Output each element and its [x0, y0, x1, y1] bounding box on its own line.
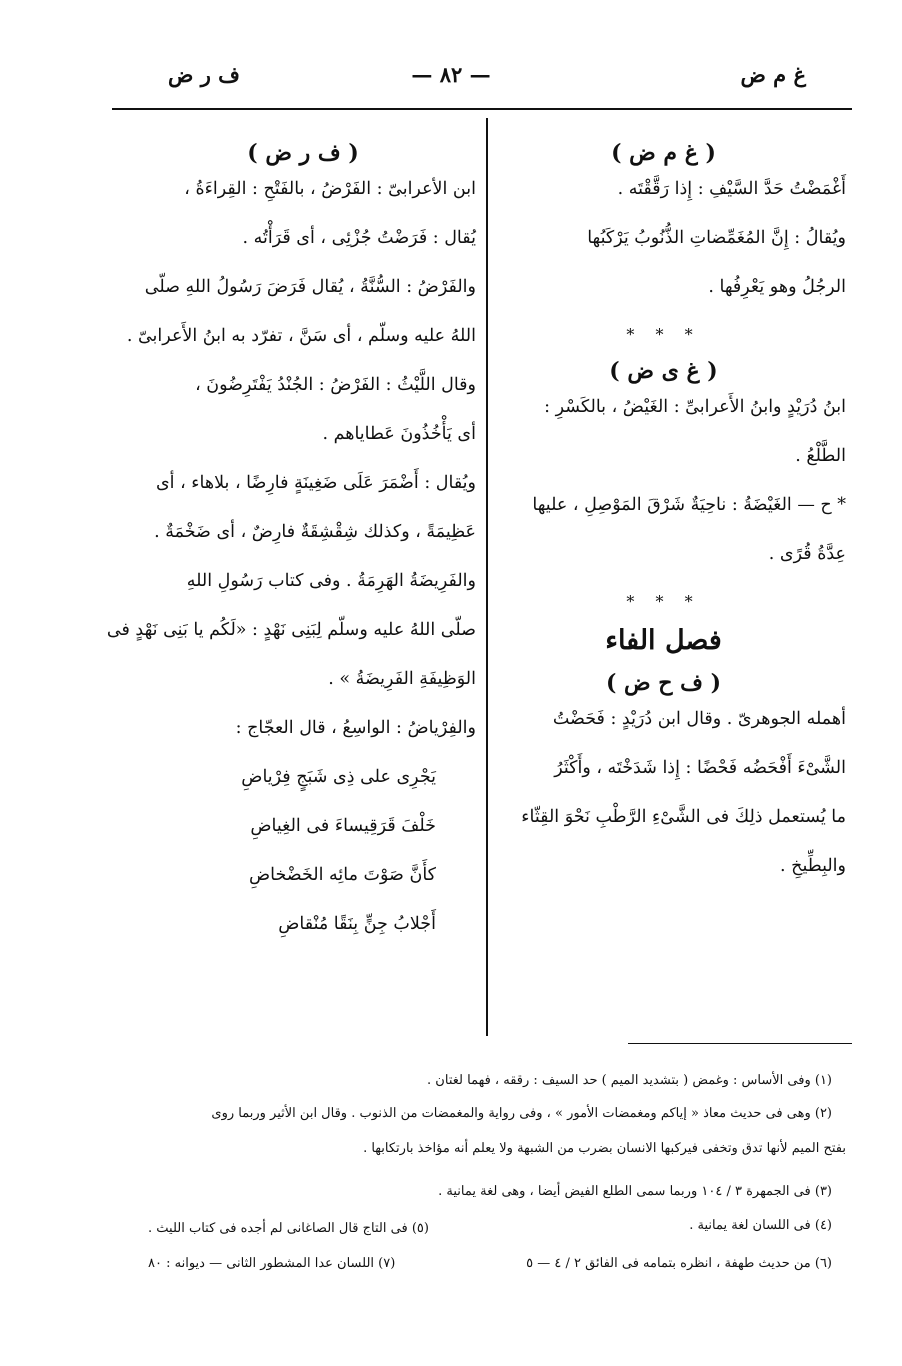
entry-line: والفَرْضُ : السُّنَّةُ ، يُقال فَرَضَ رَسُولُ اللهِ صلّى [144, 277, 476, 297]
entry-line: ابن الأعرابىّ : الفَرْضُ ، بالفَتْحِ : القِراءَةُ ، [184, 179, 476, 199]
entry-line: الوَظِيفَةِ الفَرِيضَةُ » . [328, 669, 476, 689]
entry-title-ghyd: ( غ ى ض ) [609, 358, 718, 384]
footnote: (٦) من حديث طهفة ، انظره بتمامه فى الفائق ٢ / ٤ — ٥ [526, 1256, 832, 1271]
poem-verse: خَلْفَ قَرَقِيساءَ فى الغِياضِ [250, 816, 436, 836]
footnote-rule [628, 1043, 852, 1044]
entry-line: ويُقال : أَضْمَرَ عَلَى ضَغِينَةٍ فارِضًا ، بلاهاء ، أى [155, 473, 476, 493]
entry-line: * ح — الغَيْضَةُ : ناحِيَةٌ شَرْقَ المَوْصِلِ ، عليها [532, 495, 846, 515]
page-number: — ٨٢ — [411, 62, 491, 87]
footnote: (٧) اللسان عدا المشطور الثانى — ديوانه : ٨٠ [148, 1256, 396, 1271]
footnote-continuation: بفتح الميم لأنها تدق وتخفى فيركبها الانسان بضرب من الشبهة ولا يعلم أنه مؤاخذ بارتكابها . [363, 1141, 846, 1156]
entry-line: الرجُلُ وهو يَعْرِفُها . [708, 277, 846, 297]
header-root-right: غ م ض [740, 62, 806, 87]
entry-title-ghmd: ( غ م ض ) [611, 140, 716, 166]
section-separator: * * * [626, 325, 701, 344]
entry-line: أَغْمَضْتُ حَدَّ السَّيْفِ : إِذا رَقَّقْتَه . [617, 179, 846, 199]
entry-line: الطَّلْعُ . [795, 446, 846, 466]
footnote: (٥) فى التاج قال الصاغانى لم أجده فى كتاب الليث . [148, 1221, 429, 1236]
header-rule [112, 108, 852, 110]
header-root-left: ف ر ض [168, 62, 240, 87]
left-column [106, 140, 476, 962]
entry-line: والفَرِيضَةُ الهَرِمَةُ . وفى كتاب رَسُولِ اللهِ [186, 571, 476, 591]
entry-line: اللهُ عليه وسلّم ، أى سَنَّ ، تفرّد به ابنُ الأَعرابىّ . [126, 326, 476, 346]
entry-line: يُقال : فَرَضْتُ جُزْئِى ، أى قَرَأْتُه . [242, 228, 476, 248]
entry-line: ابنُ دُرَيْدٍ وابنُ الأَعرابىِّ : الغَيْضُ ، بالكَسْرِ : [544, 397, 846, 417]
entry-line: صلّى اللهُ عليه وسلّم لِبَنِى نَهْدٍ : «لَكُم يا بَنِى نَهْدٍ فى [106, 620, 476, 640]
entry-line: وقال اللَّيْثُ : الفَرْضُ : الجُنْدُ يَفْتَرِضُونَ ، [195, 375, 476, 395]
right-column [481, 140, 846, 904]
footnote: (٤) فى اللسان لغة يمانية . [689, 1218, 832, 1233]
entry-line: عِدَّةُ قُرًى . [768, 544, 846, 564]
entry-title-fhd: ( ف ح ض ) [605, 670, 722, 696]
footnote: (١) وفى الأساس : وغمض ( بتشديد الميم ) حد السيف : رققه ، فهما لغتان . [427, 1073, 832, 1088]
footnote: (٢) وهى فى حديث معاذ « إياكم ومغمضات الأمور » ، وفى رواية والمغمضات من الذنوب . وقال ابن الأثير وربما روى [211, 1106, 832, 1121]
entry-line: الشَّىْءَ أَفْحَضُه فَحْضًا : إِذا شَدَخْتَه ، وأَكْثَرُ [554, 758, 846, 778]
section-separator: * * * [626, 592, 701, 611]
entry-line: ما يُستعمل ذلِكَ فى الشَّىْءِ الرَّطْبِ نَحْوَ القِثّاء [521, 807, 846, 827]
entry-title-frd: ( ف ر ض ) [247, 140, 359, 166]
entry-line: ويُقالُ : إِنَّ المُغَمِّضاتِ الذُّنُوبُ يَرْكَبُها [587, 228, 846, 248]
footnote: (٣) فى الجمهرة ٣ / ١٠٤ وربما سمى الطلع الفيض أيضا ، وهى لغة يمانية . [438, 1184, 832, 1199]
entry-line: أى يَأْخُذُونَ عَطاياهم . [322, 424, 476, 444]
chapter-heading: فصل الفاء [605, 625, 722, 656]
entry-line: أهمله الجوهرىّ . وقال ابن دُرَيْدٍ : فَحَضْتُ [552, 709, 846, 729]
verse-intro: والفِرْياضُ : الواسِعُ ، قال العجّاج : [235, 718, 476, 738]
poem-verse: يَجْرِى على ذِى شَبَجٍ فِرْياضِ [241, 767, 436, 787]
entry-line: عَظِيمَةً ، وكذلك شِقْشِقَةٌ فارِضٌ ، أى ضَخْمَةٌ . [154, 522, 476, 542]
entry-line: والبِطِّيخِ . [780, 856, 846, 876]
poem-verse: كأَنَّ صَوْتَ مائِه الخَضْخاضِ [249, 865, 436, 885]
poem-verse: أَجْلابُ جِنٍّ بِنَقًا مُنْقاضِ [278, 914, 436, 934]
